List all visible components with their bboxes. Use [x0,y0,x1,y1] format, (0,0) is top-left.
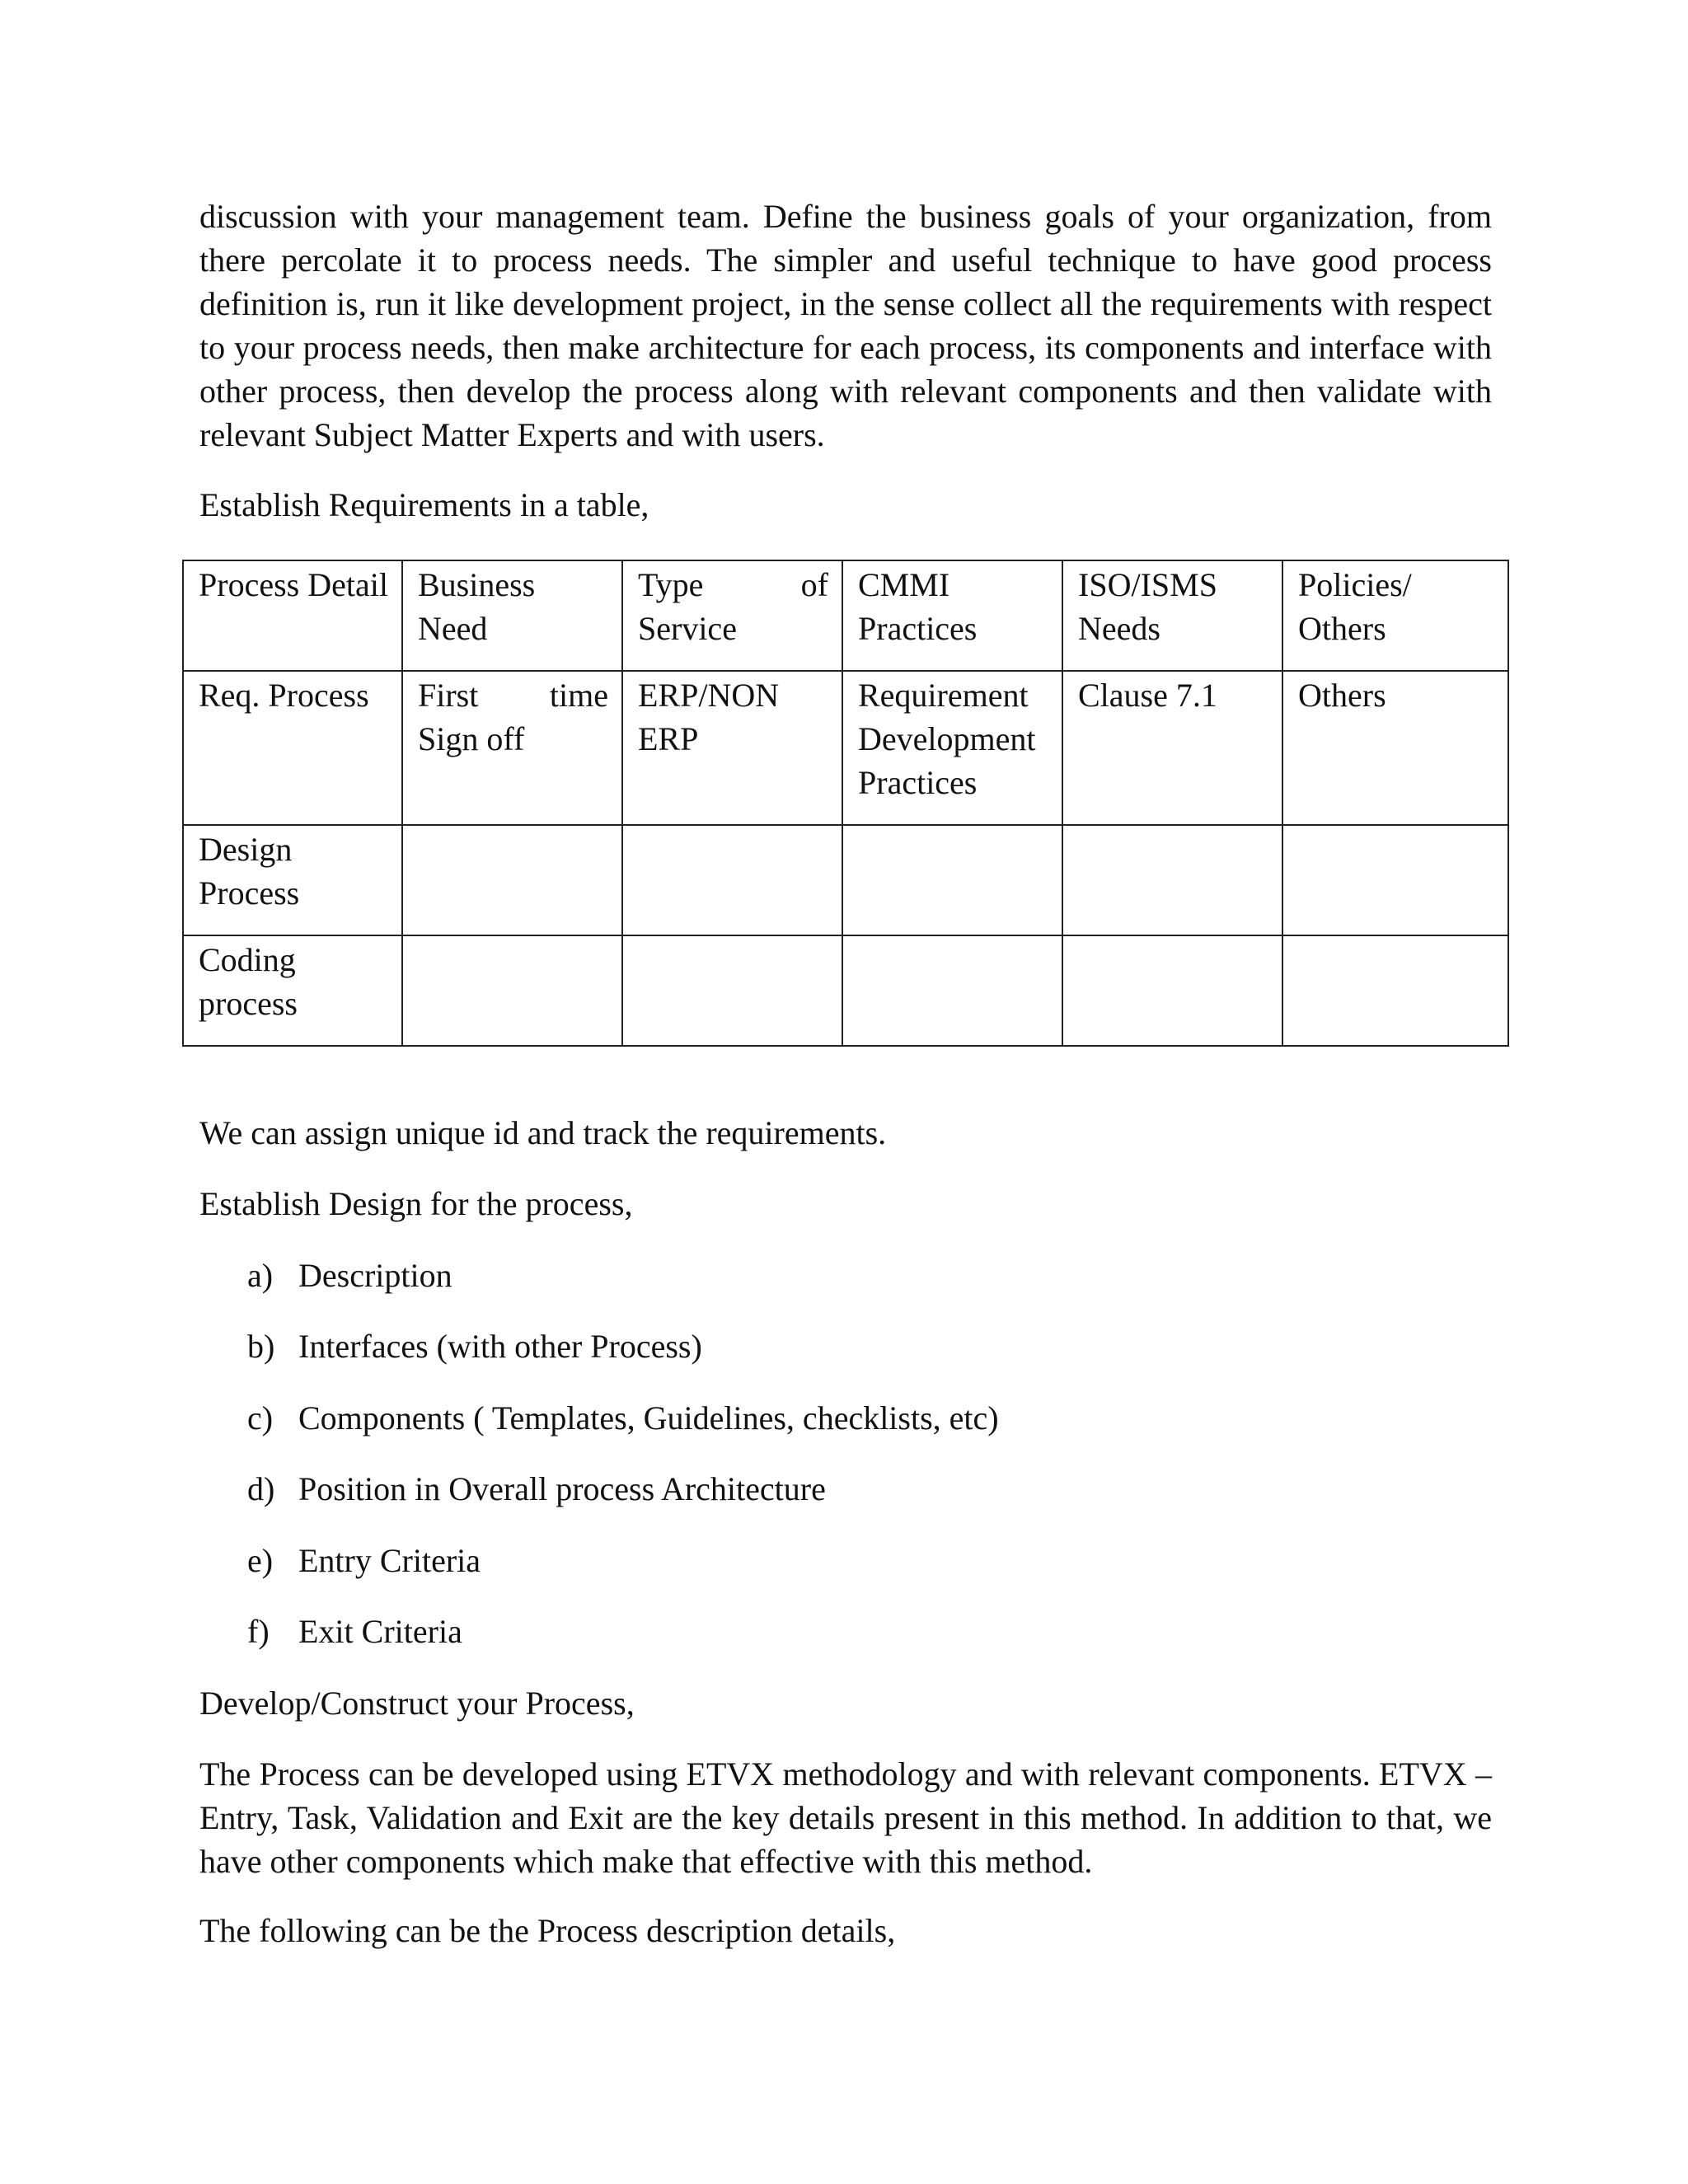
list-item: b) Interfaces (with other Process) [247,1328,702,1365]
requirements-heading: Establish Requirements in a table, [199,486,649,523]
table-cell: Req. Process [183,671,402,825]
table-cell [622,825,842,935]
list-item: a) Description [247,1257,452,1294]
list-item: f) Exit Criteria [247,1613,462,1650]
list-item: e) Entry Criteria [247,1542,481,1579]
requirements-table [182,560,1509,1047]
table-cell [1282,935,1508,1046]
table-cell [842,935,1062,1046]
table-header-row [183,560,1508,671]
table-cell: First time Sign off [402,671,622,825]
following-line: The following can be the Process description details, [199,1912,896,1949]
table-cell: Others [1282,671,1508,825]
table-cell [1282,825,1508,935]
list-item: c) Components ( Templates, Guidelines, checklists, etc) [247,1399,999,1436]
etvx-paragraph: The Process can be developed using ETVX methodology and with relevant components. ETVX – Entry, Task, Validation and Exit are the key details present in this method. In addition to that, we have other components which make that effective with this method. [199,1755,1492,1880]
header-cell: Policies/ Others [1282,560,1508,671]
table-cell: Design Process [183,825,402,935]
table-row [183,825,1508,935]
table-row [183,671,1508,825]
list-item: d) Position in Overall process Architecture [247,1470,826,1507]
table-cell [402,935,622,1046]
table-cell [402,825,622,935]
header-cell: Type of Service [622,560,842,671]
header-cell: Process Detail [183,560,402,671]
develop-heading: Develop/Construct your Process, [199,1685,635,1722]
header-cell: ISO/ISMS Needs [1062,560,1282,671]
intro-paragraph: discussion with your management team. Define the business goals of your organization, from there percolate it to process needs. The simpler and useful technique to have good process definition is, run it like development project, in the sense collect all the requirements with respect to your process needs, then make architecture for each process, its components and interface with other process, then develop the process along with relevant components and then validate with relevant Subject Matter Experts and with users. [199,198,1492,453]
table-cell [842,825,1062,935]
table-cell: Coding process [183,935,402,1046]
header-cell: Business Need [402,560,622,671]
table-cell [1062,825,1282,935]
table-cell [1062,935,1282,1046]
design-heading: Establish Design for the process, [199,1185,633,1222]
table-row [183,935,1508,1046]
table-cell: Requirement Development Practices [842,671,1062,825]
track-requirements-line: We can assign unique id and track the requirements. [199,1114,887,1151]
header-cell: CMMI Practices [842,560,1062,671]
table-cell: Clause 7.1 [1062,671,1282,825]
table-cell: ERP/NON ERP [622,671,842,825]
table-cell [622,935,842,1046]
